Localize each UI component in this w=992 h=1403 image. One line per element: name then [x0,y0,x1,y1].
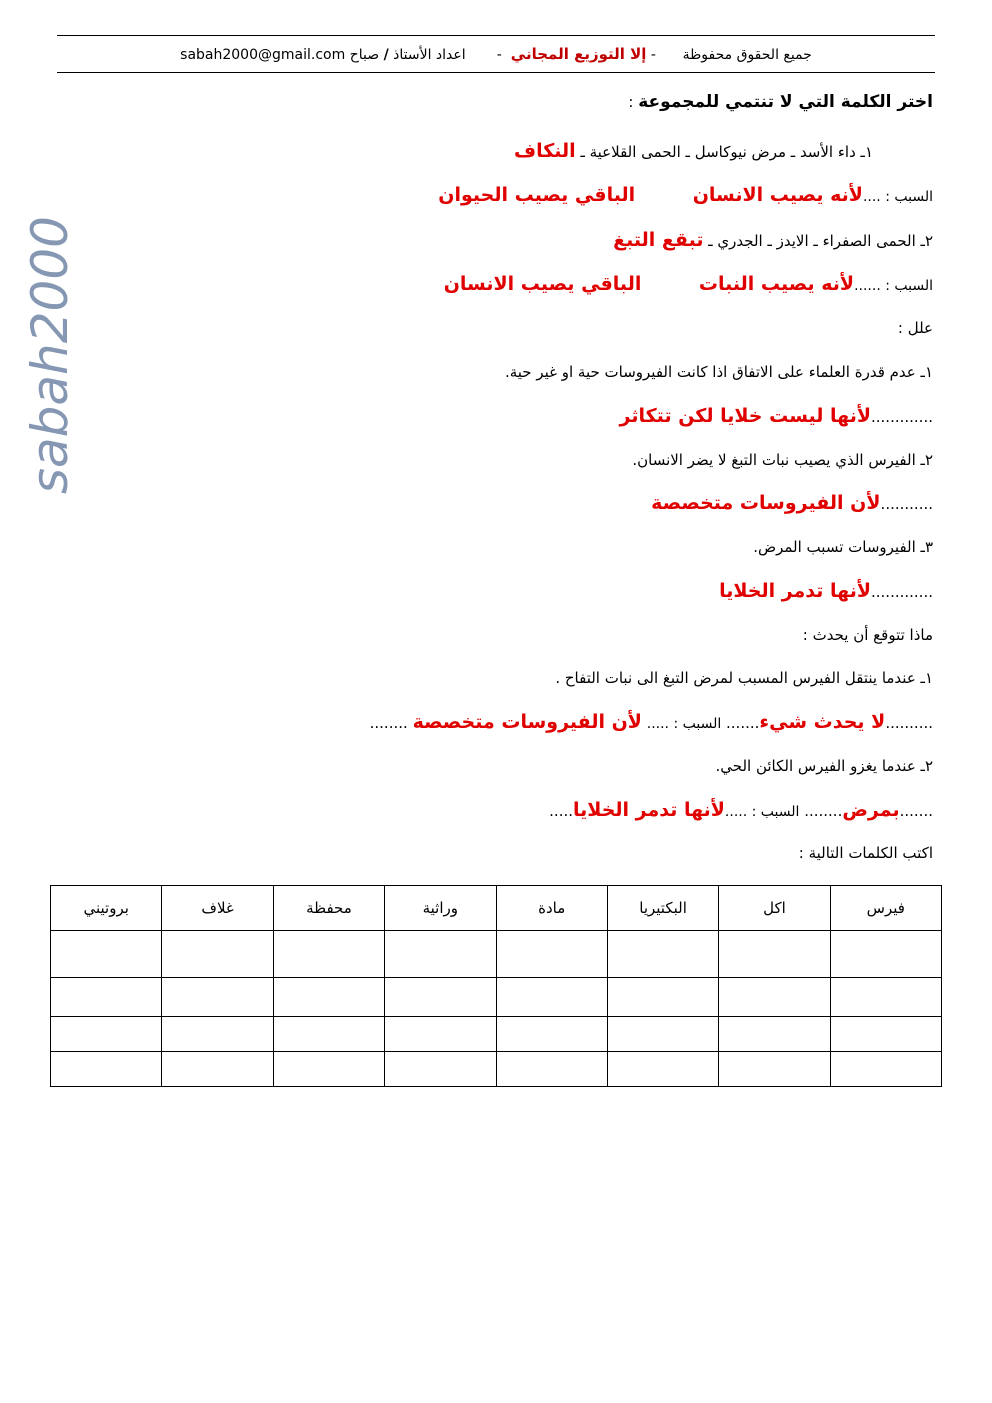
section1-title [628,91,933,113]
word-cell: وراثية [385,886,496,931]
s2-q3-answer: لأنها تدمر الخلايا [719,580,871,602]
s2-q3-dots: ............. [871,583,933,601]
s2-q2-answer-line [651,492,933,515]
writing-cell[interactable] [607,1052,718,1087]
s1-reason-label: السبب : .... [862,189,933,205]
writing-cell[interactable] [273,978,384,1017]
word-cell: بروتيني [51,886,162,931]
s2-q1-dots: ............. [871,408,933,426]
words-table [50,885,942,1087]
writing-row [51,931,942,978]
words-header-row [51,886,942,931]
section1-colon: : [628,93,634,111]
header-top-rule [57,35,935,36]
s3-q1-answer: لا يحدث شيء [759,711,886,733]
section2-title: علل : [897,319,933,337]
writing-cell[interactable] [162,1017,273,1052]
writing-row [51,978,942,1017]
s2-q1-answer: لأنها ليست خلايا لكن تتكاثر [619,405,871,427]
word-cell: البكتيريا [607,886,718,931]
s2-q2-text: ٢ـ الفيرس الذي يصيب نبات التبغ لا يضر الانسان. [632,451,933,469]
prepared-by-text: اعداد الأستاذ [393,47,466,63]
word-cell: فيرس [830,886,941,931]
s1-q2-answer: تبقع التبغ [613,229,704,251]
s1-q1-text: ١ـ داء الأسد ـ مرض نيوكاسل ـ الحمى القلاعية ـ [580,143,873,161]
watermark: sabah2000 [21,216,79,495]
writing-cell[interactable] [385,1017,496,1052]
header-dash: - [650,47,656,63]
s2-q3-text: ٣ـ الفيروسات تسبب المرض. [753,538,933,556]
writing-cell[interactable] [273,931,384,978]
writing-cell[interactable] [719,1052,830,1087]
writing-cell[interactable] [51,931,162,978]
writing-cell[interactable] [496,931,607,978]
s1-question-1 [514,140,873,163]
writing-cell[interactable] [830,931,941,978]
writing-cell[interactable] [607,978,718,1017]
word-cell: غلاف [162,886,273,931]
writing-cell[interactable] [162,1052,273,1087]
s1-reason-2 [444,273,933,297]
writing-cell[interactable] [719,931,830,978]
section3-title: ماذا تتوقع أن يحدث : [802,626,933,644]
s3-q2-dots-a: ....... [899,802,933,820]
rights-text: جميع الحقوق محفوظة [682,47,812,63]
s3-q1-dots-c: ........ [369,714,408,732]
writing-cell[interactable] [51,1052,162,1087]
page-header [57,40,935,68]
header-bottom-rule [57,72,935,73]
s3-q1-text: ١ـ عندما ينتقل الفيرس المسبب لمرض التبغ الى نبات التفاح . [555,669,933,687]
section1-heading: اختر الكلمة التي لا تنتمي للمجموعة [638,92,933,112]
writing-cell[interactable] [607,931,718,978]
writing-cell[interactable] [830,1017,941,1052]
s2-q2-answer: لأن الفيروسات متخصصة [651,492,881,514]
s3-q1-answer-line [370,711,933,735]
s1-q1-reason-a: لأنه يصيب الانسان [692,184,863,206]
writing-cell[interactable] [385,931,496,978]
section4-title: اكتب الكلمات التالية : [798,844,933,862]
s3-q2-dots-c: ..... [549,802,573,820]
s1-reason-label-2: السبب : ...... [854,278,933,294]
word-cell: مادة [496,886,607,931]
s1-q2-reason-a: لأنه يصيب النبات [698,273,855,295]
free-distribution-text: إلا التوزيع المجاني [510,45,647,63]
s3-q1-dots-a: .......... [885,714,933,732]
s1-reason-1 [438,184,933,208]
word-cell: محفظة [273,886,384,931]
writing-cell[interactable] [719,1017,830,1052]
writing-cell[interactable] [496,1017,607,1052]
author-email: sabah2000@gmail.com [180,47,346,63]
s3-q2-reason: لأنها تدمر الخلايا [573,799,725,821]
writing-row [51,1052,942,1087]
writing-cell[interactable] [830,978,941,1017]
writing-cell[interactable] [273,1052,384,1087]
s2-q3-answer-line [719,580,933,603]
s3-q2-dots-b: ........ [804,802,843,820]
writing-cell[interactable] [607,1017,718,1052]
s1-q2-reason-b: الباقي يصيب الانسان [443,273,642,295]
writing-cell[interactable] [496,978,607,1017]
writing-cell[interactable] [273,1017,384,1052]
writing-cell[interactable] [719,978,830,1017]
s3-q2-text: ٢ـ عندما يغزو الفيرس الكائن الحي. [715,757,933,775]
header-dash: - [496,47,502,63]
s3-q1-dots-b: ....... [726,714,760,732]
writing-cell[interactable] [162,978,273,1017]
s2-q1-text: ١ـ عدم قدرة العلماء على الاتفاق اذا كانت الفيروسات حية او غير حية. [504,363,933,381]
writing-row [51,1017,942,1052]
teacher-name: صباح [349,47,380,63]
writing-cell[interactable] [496,1052,607,1087]
word-cell: اكل [719,886,830,931]
s2-q1-answer-line [620,405,933,428]
writing-cell[interactable] [162,931,273,978]
writing-cell[interactable] [830,1052,941,1087]
s1-q1-reason-b: الباقي يصيب الحيوان [438,184,636,206]
s1-q2-text: ٢ـ الحمى الصفراء ـ الايدز ـ الجدري ـ [708,232,933,250]
writing-cell[interactable] [385,978,496,1017]
writing-cell[interactable] [385,1052,496,1087]
s1-question-2 [613,229,933,252]
s3-q2-reason-label: السبب : ..... [724,804,800,820]
s3-q2-answer-line [549,799,933,823]
s1-q1-answer: النكاف [514,140,576,162]
header-slash: / [383,47,389,63]
writing-cell[interactable] [51,978,162,1017]
s2-q2-dots: ........... [880,495,933,513]
s3-q1-reason-label: السبب : ..... [646,716,722,732]
writing-cell[interactable] [51,1017,162,1052]
s3-q1-reason: لأن الفيروسات متخصصة [412,711,642,733]
s3-q2-answer: بمرض [842,799,900,821]
